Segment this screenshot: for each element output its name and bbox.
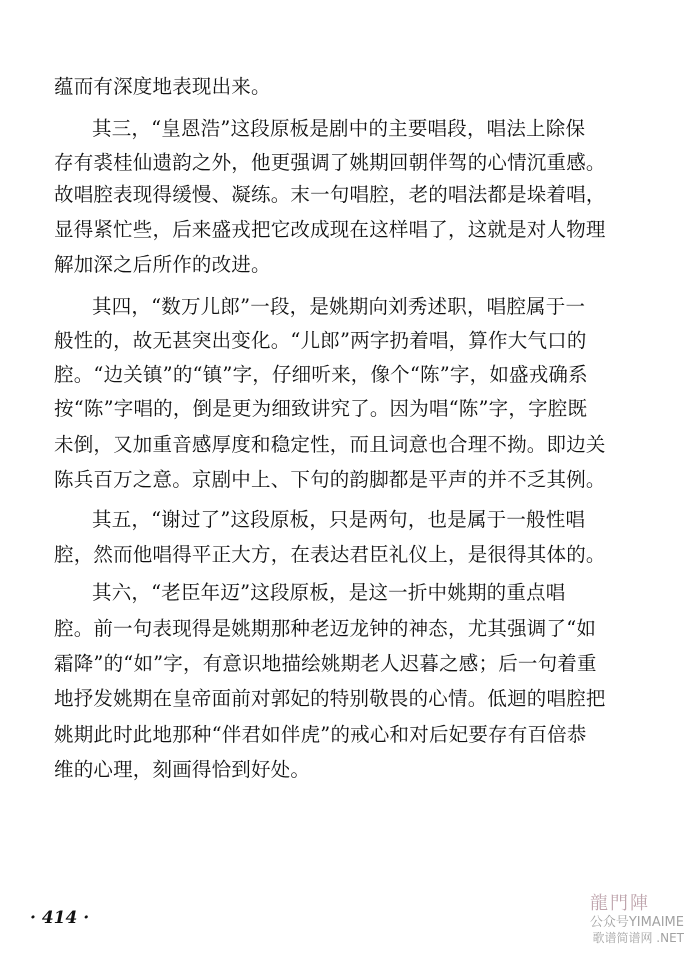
text-line: 腔。“边关镇”的“镇”字，仔细听来，像个“陈”字，如盛戎确系 [54,363,588,386]
text-line: 显得紧忙些，后来盛戎把它改成现在这样唱了，这就是对人物理 [54,218,606,241]
text-line: 姚期此时此地那种“伴君如伴虎”的戒心和对后妃要存有百倍恭 [54,723,587,746]
text-line: 未倒，又加重音感厚度和稳定性，而且词意也合理不拗。即边关 [54,433,606,456]
paragraph-start-line: 其四，“数万儿郎”一段，是姚期向刘秀述职，唱腔属于一 [92,295,586,318]
text-line: 按“陈”字唱的，倒是更为细致讲究了。因为唱“陈”字，字腔既 [54,397,588,420]
text-line: 维的心理，刻画得恰到好处。 [54,758,311,781]
text-line: 蕴而有深度地表现出来。 [54,75,271,98]
page-number: · 414 · [30,908,90,928]
text-line: 腔。前一句表现得是姚期那种老迈龙钟的神态，尤其强调了“如 [54,617,597,640]
text-line: 解加深之后所作的改进。 [54,253,271,276]
watermark-logo-text: 龍門陣 [590,893,650,914]
text-line: 般性的，故无甚突出变化。“儿郎”两字扔着唱，算作大气口的 [54,329,587,352]
watermark-site-text: 歌谱简谱网 .NET [592,931,684,945]
text-line: 地抒发姚期在皇帝面前对郭妃的特别敬畏的心情。低迴的唱腔把 [54,687,606,710]
text-line: 陈兵百万之意。京剧中上、下句的韵脚都是平声的并不乏其例。 [54,468,606,491]
text-line: 存有裘桂仙遗韵之外，他更强调了姚期回朝伴驾的心情沉重感。 [54,151,606,174]
paragraph-start-line: 其六，“老臣年迈”这段原板，是这一折中姚期的重点唱 [92,581,566,604]
text-line: 腔，然而他唱得平正大方，在表达君臣礼仪上，是很得其体的。 [54,543,606,566]
paragraph-start-line: 其三，“皇恩浩”这段原板是剧中的主要唱段，唱法上除保 [92,117,586,140]
text-line: 故唱腔表现得缓慢、凝练。末一句唱腔，老的唱法都是垛着唱， [54,183,606,206]
watermark [534,889,684,949]
watermark-account-text: 公众号YIMAIME [589,915,684,930]
paragraph-start-line: 其五，“谢过了”这段原板，只是两句，也是属于一般性唱 [92,508,586,531]
text-line: 霜降”的“如”字，有意识地描绘姚期老人迟暮之感；后一句着重 [54,652,597,675]
